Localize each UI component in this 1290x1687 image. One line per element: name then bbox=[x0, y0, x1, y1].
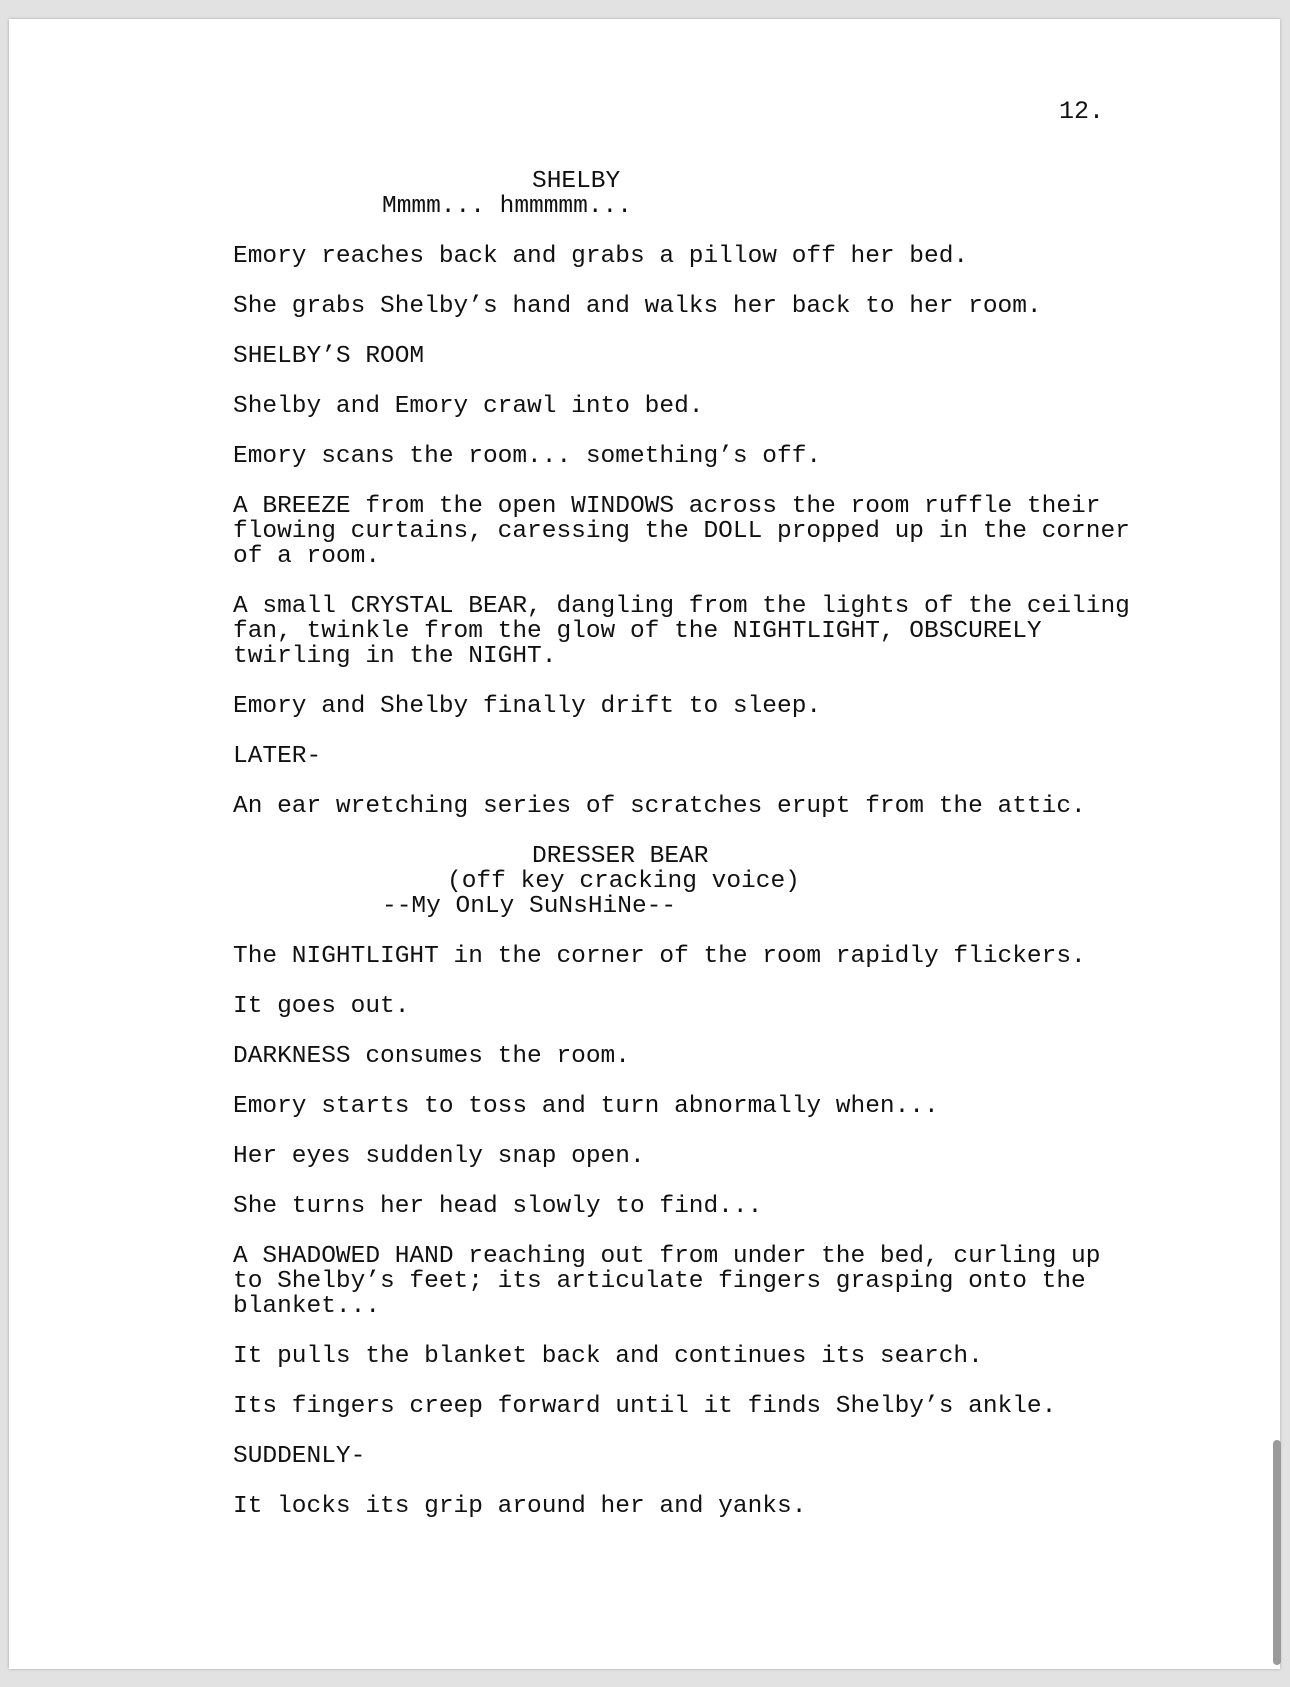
action-line: It locks its grip around her and yanks. bbox=[233, 1493, 807, 1520]
action-line: It goes out. bbox=[233, 993, 410, 1020]
action-line: Emory and Shelby finally drift to sleep. bbox=[233, 693, 822, 720]
action-paragraph: A BREEZE from the open WINDOWS across the room ruffle their flowing curtains, caressing the DOLL propped up in the corner of a room. bbox=[233, 493, 1130, 570]
action-paragraph: A small CRYSTAL BEAR, dangling from the lights of the ceiling fan, twinkle from the glow of the NIGHTLIGHT, OBSCURELY twirling in the NIGHT. bbox=[233, 593, 1130, 670]
action-line: Emory reaches back and grabs a pillow off her bed. bbox=[233, 243, 969, 270]
script-body bbox=[233, 169, 1153, 1519]
vertical-scrollbar[interactable] bbox=[1272, 19, 1284, 1669]
scrollbar-thumb[interactable] bbox=[1273, 1440, 1281, 1665]
action-line: The NIGHTLIGHT in the corner of the room rapidly flickers. bbox=[233, 943, 1086, 970]
script-page bbox=[9, 19, 1280, 1669]
character-name: DRESSER BEAR bbox=[532, 843, 709, 870]
dialogue-line: --My OnLy SuNsHiNe-- bbox=[382, 893, 677, 920]
action-line: Shelby and Emory crawl into bed. bbox=[233, 393, 704, 420]
scene-heading: SHELBY’S ROOM bbox=[233, 343, 425, 370]
character-name: SHELBY bbox=[532, 168, 621, 195]
action-line: An ear wretching series of scratches erupt from the attic. bbox=[233, 793, 1086, 820]
action-line: She grabs Shelby’s hand and walks her back to her room. bbox=[233, 293, 1042, 320]
parenthetical: (off key cracking voice) bbox=[447, 868, 800, 895]
action-line: DARKNESS consumes the room. bbox=[233, 1043, 630, 1070]
action-paragraph: A SHADOWED HAND reaching out from under the bed, curling up to Shelby’s feet; its articulate fingers grasping onto the blanket... bbox=[233, 1243, 1101, 1320]
action-line: She turns her head slowly to find... bbox=[233, 1193, 763, 1220]
action-line: It pulls the blanket back and continues its search. bbox=[233, 1343, 983, 1370]
transition-line: LATER- bbox=[233, 743, 322, 770]
page-number: 12. bbox=[1059, 97, 1105, 126]
action-line: Emory starts to toss and turn abnormally when... bbox=[233, 1093, 939, 1120]
dialogue-line: Mmmm... hmmmmm... bbox=[382, 193, 632, 220]
action-line: Its fingers creep forward until it finds Shelby’s ankle. bbox=[233, 1393, 1057, 1420]
action-line: Emory scans the room... something’s off. bbox=[233, 443, 822, 470]
transition-line: SUDDENLY- bbox=[233, 1443, 366, 1470]
action-line: Her eyes suddenly snap open. bbox=[233, 1143, 645, 1170]
